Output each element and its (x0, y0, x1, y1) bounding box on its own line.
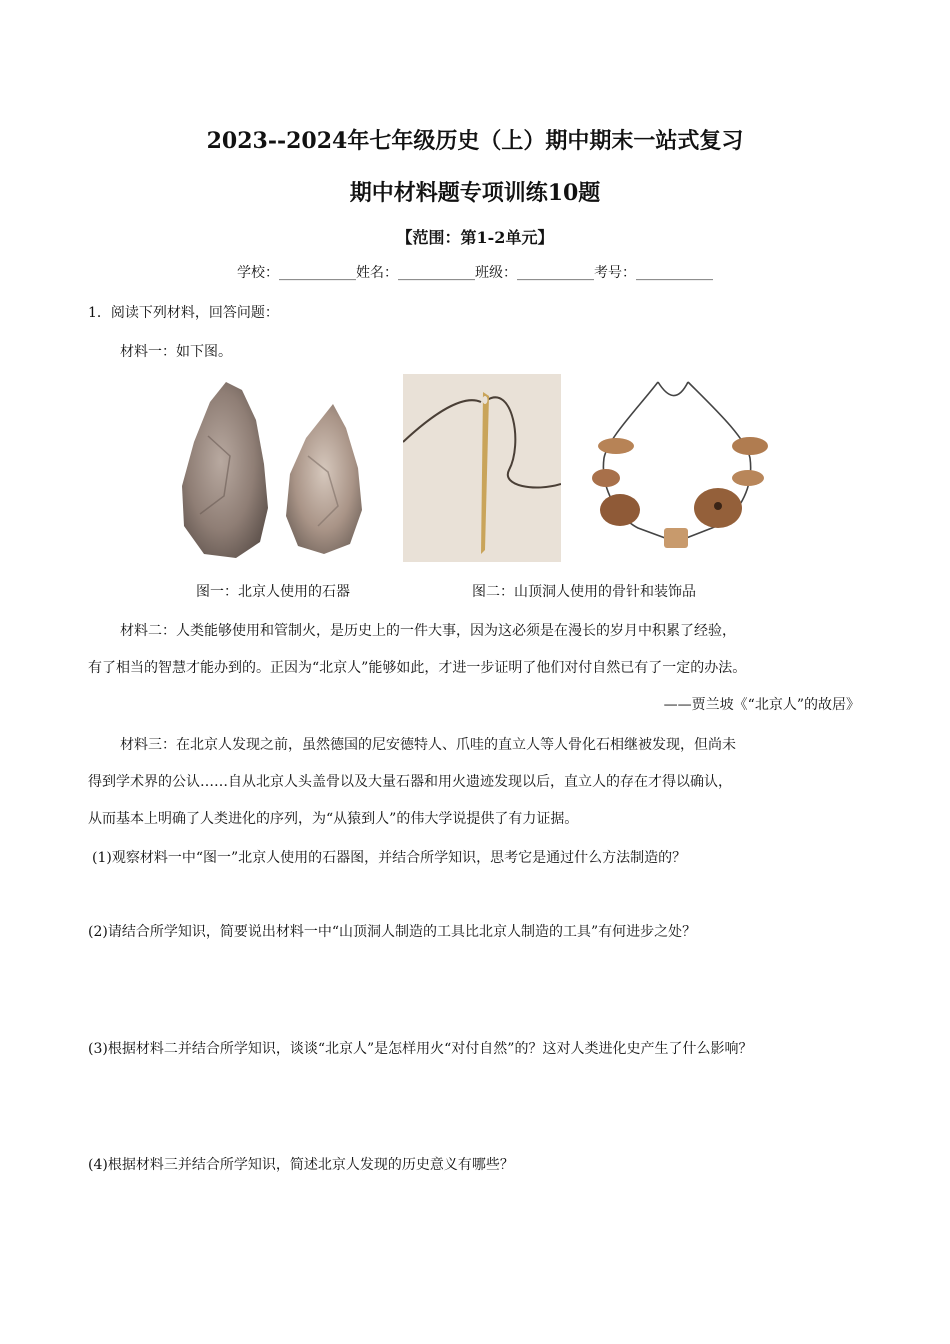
ornaments-necklace-image (578, 378, 774, 566)
figure-1-caption: 图一：北京人使用的石器 (196, 584, 350, 600)
material-3-line-3: 从而基本上明确了人类进化的序列，为“从猿到人”的伟大学说提供了有力证据。 (88, 811, 579, 827)
figure-2-caption: 图二：山顶洞人使用的骨针和装饰品 (472, 584, 696, 600)
title-line-2: 期中材料题专项训练10题 (349, 180, 601, 206)
scope-label: 【范围：第1-2单元】 (396, 228, 554, 247)
sub-question-2: (2)请结合所学知识，简要说出材料一中“山顶洞人制造的工具比北京人制造的工具”有何进步之处？ (88, 924, 697, 940)
question-1-stem: 1．阅读下列材料，回答问题： (88, 305, 279, 321)
stone-tools-image (178, 376, 378, 564)
material-3-line-1: 材料三：在北京人发现之前，虽然德国的尼安德特人、爪哇的直立人等人骨化石相继被发现，但尚未 (120, 737, 736, 753)
material-1-intro: 材料一：如下图。 (120, 344, 232, 360)
student-info-line: 学校：___________姓名：___________班级：___________考号：___________ (237, 265, 713, 281)
material-2-line-2: 有了相当的智慧才能办到的。正因为“北京人”能够如此，才进一步证明了他们对付自然已有了一定的办法。 (88, 660, 747, 676)
sub-question-3: (3)根据材料二并结合所学知识，谈谈“北京人”是怎样用火“对付自然”的？这对人类进化史产生了什么影响？ (88, 1041, 753, 1057)
material-2-source: ——贾兰坡《“北京人”的故居》 (663, 697, 860, 713)
bone-needle-image (403, 374, 561, 562)
sub-question-4: (4)根据材料三并结合所学知识，简述北京人发现的历史意义有哪些？ (88, 1157, 514, 1173)
sub-question-1: (1)观察材料一中“图一”北京人使用的石器图，并结合所学知识，思考它是通过什么方法制造的？ (92, 850, 687, 866)
title-line-1: 2023--2024年七年级历史（上）期中期末一站式复习 (206, 128, 744, 154)
material-3-line-2: 得到学术界的公认……自从北京人头盖骨以及大量石器和用火遗迹发现以后，直立人的存在才得以确认， (88, 774, 732, 790)
material-2-line-1: 材料二：人类能够使用和管制火，是历史上的一件大事，因为这必须是在漫长的岁月中积累了经验， (120, 623, 736, 639)
